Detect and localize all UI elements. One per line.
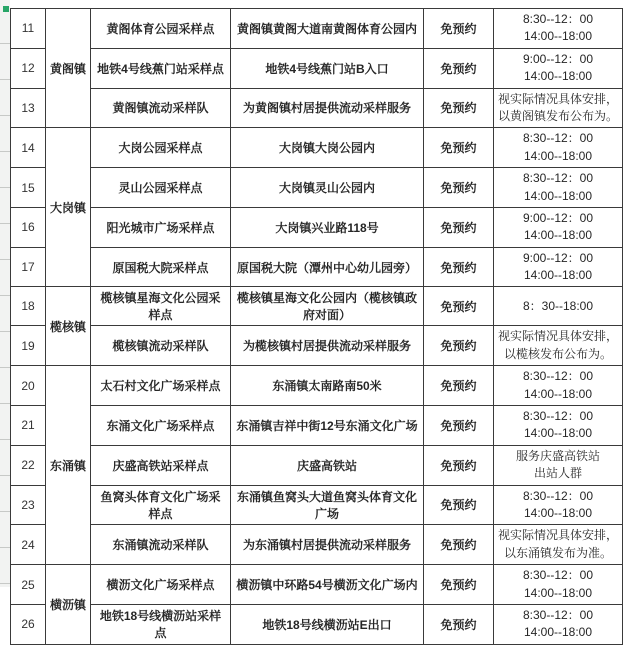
site-name-cell: 灵山公园采样点 bbox=[91, 168, 231, 208]
row-number-cell: 16 bbox=[11, 207, 46, 247]
time-line-2: 14:00--18:00 bbox=[523, 625, 593, 640]
booking-cell: 免预约 bbox=[424, 287, 494, 326]
spreadsheet-corner-marker bbox=[3, 6, 9, 12]
site-name-cell: 庆盛高铁站采样点 bbox=[91, 445, 231, 485]
booking-cell: 免预约 bbox=[424, 168, 494, 208]
site-name-cell: 东涌文化广场采样点 bbox=[91, 406, 231, 446]
address-cell: 庆盛高铁站 bbox=[231, 445, 424, 485]
table-row bbox=[11, 445, 623, 485]
address-cell: 横沥镇中环路54号横沥文化广场内 bbox=[231, 565, 424, 605]
address-cell: 大岗镇灵山公园内 bbox=[231, 168, 424, 208]
row-number-cell: 13 bbox=[11, 88, 46, 128]
spreadsheet-left-edge bbox=[0, 0, 10, 587]
booking-cell: 免预约 bbox=[424, 565, 494, 605]
time-cell bbox=[494, 604, 623, 644]
site-name-cell: 黄阁体育公园采样点 bbox=[91, 9, 231, 49]
booking-cell: 免预约 bbox=[424, 48, 494, 88]
time-line-1: 8:30--12：00 bbox=[522, 369, 594, 384]
town-cell: 横沥镇 bbox=[46, 565, 91, 645]
time-line-1: 8:30--12：00 bbox=[522, 488, 594, 503]
sampling-sites-table bbox=[10, 8, 623, 645]
address-cell: 地铁18号线横沥站E出口 bbox=[231, 604, 424, 644]
booking-cell: 免预约 bbox=[424, 366, 494, 406]
address-cell: 大岗镇大岗公园内 bbox=[231, 128, 424, 168]
table-row bbox=[11, 406, 623, 446]
time-cell bbox=[494, 326, 623, 366]
site-name-cell: 大岗公园采样点 bbox=[91, 128, 231, 168]
row-number-cell: 22 bbox=[11, 445, 46, 485]
address-cell: 为榄核镇村居提供流动采样服务 bbox=[231, 326, 424, 366]
site-name-cell: 太石村文化广场采样点 bbox=[91, 366, 231, 406]
time-line-1: 9:00--12：00 bbox=[522, 51, 594, 66]
address-cell: 东涌镇太南路南50米 bbox=[231, 366, 424, 406]
time-cell bbox=[494, 287, 623, 326]
site-name-cell: 榄核镇流动采样队 bbox=[91, 326, 231, 366]
row-number-cell: 18 bbox=[11, 287, 46, 326]
time-line-1: 视实际情况具体安排， bbox=[498, 528, 619, 543]
site-name-cell: 鱼窝头体育文化广场采样点 bbox=[91, 485, 231, 525]
site-name-cell: 榄核镇星海文化公园采样点 bbox=[91, 287, 231, 326]
table-row bbox=[11, 326, 623, 366]
time-line-2: 14:00--18:00 bbox=[523, 505, 593, 520]
row-number-cell: 14 bbox=[11, 128, 46, 168]
booking-cell: 免预约 bbox=[424, 128, 494, 168]
time-line-1: 8:30--12：00 bbox=[522, 607, 594, 622]
time-cell bbox=[494, 48, 623, 88]
time-cell bbox=[494, 525, 623, 565]
address-cell: 东涌镇吉祥中街12号东涌文化广场 bbox=[231, 406, 424, 446]
row-number-cell: 11 bbox=[11, 9, 46, 49]
time-line-1: 8:30--12：00 bbox=[522, 131, 594, 146]
booking-cell: 免预约 bbox=[424, 326, 494, 366]
time-cell bbox=[494, 168, 623, 208]
town-cell: 黄阁镇 bbox=[46, 9, 91, 128]
site-name-cell: 阳光城市广场采样点 bbox=[91, 207, 231, 247]
time-cell bbox=[494, 445, 623, 485]
table-row bbox=[11, 88, 623, 128]
booking-cell: 免预约 bbox=[424, 9, 494, 49]
address-cell: 榄核镇星海文化公园内（榄核镇政府对面） bbox=[231, 287, 424, 326]
time-line-1: 8:30--12：00 bbox=[522, 171, 594, 186]
row-number-cell: 25 bbox=[11, 565, 46, 605]
time-line-1: 视实际情况具体安排， bbox=[498, 329, 619, 344]
table-row bbox=[11, 247, 623, 287]
address-cell: 地铁4号线蕉门站B入口 bbox=[231, 48, 424, 88]
row-number-cell: 12 bbox=[11, 48, 46, 88]
site-name-cell: 地铁18号线横沥站采样点 bbox=[91, 604, 231, 644]
table-row bbox=[11, 366, 623, 406]
time-line-2: 14:00--18:00 bbox=[523, 228, 593, 243]
time-line-2: 14:00--18:00 bbox=[523, 69, 593, 84]
row-number-cell: 24 bbox=[11, 525, 46, 565]
time-line-1: 8：30--18:00 bbox=[522, 298, 594, 313]
time-line-2: 以东涌镇发布为准。 bbox=[503, 545, 612, 560]
time-line-2: 14:00--18:00 bbox=[523, 585, 593, 600]
row-number-cell: 21 bbox=[11, 406, 46, 446]
time-line-2: 14:00--18:00 bbox=[523, 188, 593, 203]
booking-cell: 免预约 bbox=[424, 207, 494, 247]
table-row bbox=[11, 168, 623, 208]
time-line-2: 14:00--18:00 bbox=[523, 386, 593, 401]
address-cell: 东涌镇鱼窝头大道鱼窝头体育文化广场 bbox=[231, 485, 424, 525]
table-row bbox=[11, 604, 623, 644]
time-cell bbox=[494, 406, 623, 446]
row-number-cell: 19 bbox=[11, 326, 46, 366]
booking-cell: 免预约 bbox=[424, 604, 494, 644]
site-name-cell: 黄阁镇流动采样队 bbox=[91, 88, 231, 128]
booking-cell: 免预约 bbox=[424, 445, 494, 485]
time-line-2: 14:00--18:00 bbox=[523, 148, 593, 163]
time-cell bbox=[494, 88, 623, 128]
time-line-1: 9:00--12：00 bbox=[522, 250, 594, 265]
address-cell: 为东涌镇村居提供流动采样服务 bbox=[231, 525, 424, 565]
time-line-1: 8:30--12：00 bbox=[522, 568, 594, 583]
table-row bbox=[11, 485, 623, 525]
row-number-cell: 15 bbox=[11, 168, 46, 208]
row-number-cell: 23 bbox=[11, 485, 46, 525]
booking-cell: 免预约 bbox=[424, 247, 494, 287]
time-line-1: 服务庆盛高铁站 bbox=[515, 448, 600, 463]
time-line-2: 以榄核发布公布为。 bbox=[503, 346, 612, 361]
table-row bbox=[11, 525, 623, 565]
table-row bbox=[11, 128, 623, 168]
time-cell bbox=[494, 485, 623, 525]
booking-cell: 免预约 bbox=[424, 88, 494, 128]
time-cell bbox=[494, 247, 623, 287]
row-number-cell: 26 bbox=[11, 604, 46, 644]
time-line-1: 视实际情况具体安排， bbox=[498, 91, 619, 106]
time-line-1: 8:30--12：00 bbox=[522, 12, 594, 26]
booking-cell: 免预约 bbox=[424, 406, 494, 446]
row-number-cell: 20 bbox=[11, 366, 46, 406]
time-line-2: 14:00--18:00 bbox=[523, 426, 593, 441]
time-line-1: 8:30--12：00 bbox=[522, 409, 594, 424]
address-cell: 黄阁镇黄阁大道南黄阁体育公园内 bbox=[231, 9, 424, 49]
address-cell: 为黄阁镇村居提供流动采样服务 bbox=[231, 88, 424, 128]
site-name-cell: 东涌镇流动采样队 bbox=[91, 525, 231, 565]
time-cell bbox=[494, 128, 623, 168]
table-row bbox=[11, 287, 623, 326]
time-line-2: 14:00--18:00 bbox=[523, 29, 593, 44]
booking-cell: 免预约 bbox=[424, 525, 494, 565]
booking-cell: 免预约 bbox=[424, 485, 494, 525]
town-cell: 大岗镇 bbox=[46, 128, 91, 287]
time-cell bbox=[494, 565, 623, 605]
site-name-cell: 横沥文化广场采样点 bbox=[91, 565, 231, 605]
table-row bbox=[11, 48, 623, 88]
time-line-2: 14:00--18:00 bbox=[523, 268, 593, 283]
site-name-cell: 地铁4号线蕉门站采样点 bbox=[91, 48, 231, 88]
town-cell: 东涌镇 bbox=[46, 366, 91, 565]
table-row bbox=[11, 9, 623, 49]
site-name-cell: 原国税大院采样点 bbox=[91, 247, 231, 287]
address-cell: 原国税大院（潭州中心幼儿园旁） bbox=[231, 247, 424, 287]
row-number-cell: 17 bbox=[11, 247, 46, 287]
table-row bbox=[11, 565, 623, 605]
town-cell: 榄核镇 bbox=[46, 287, 91, 366]
address-cell: 大岗镇兴业路118号 bbox=[231, 207, 424, 247]
time-line-2: 以黄阁镇发布公布为。 bbox=[498, 108, 619, 123]
time-cell bbox=[494, 366, 623, 406]
time-line-1: 9:00--12：00 bbox=[522, 210, 594, 225]
table-row bbox=[11, 207, 623, 247]
time-cell bbox=[494, 9, 623, 49]
time-line-2: 出站人群 bbox=[533, 466, 582, 481]
time-cell bbox=[494, 207, 623, 247]
